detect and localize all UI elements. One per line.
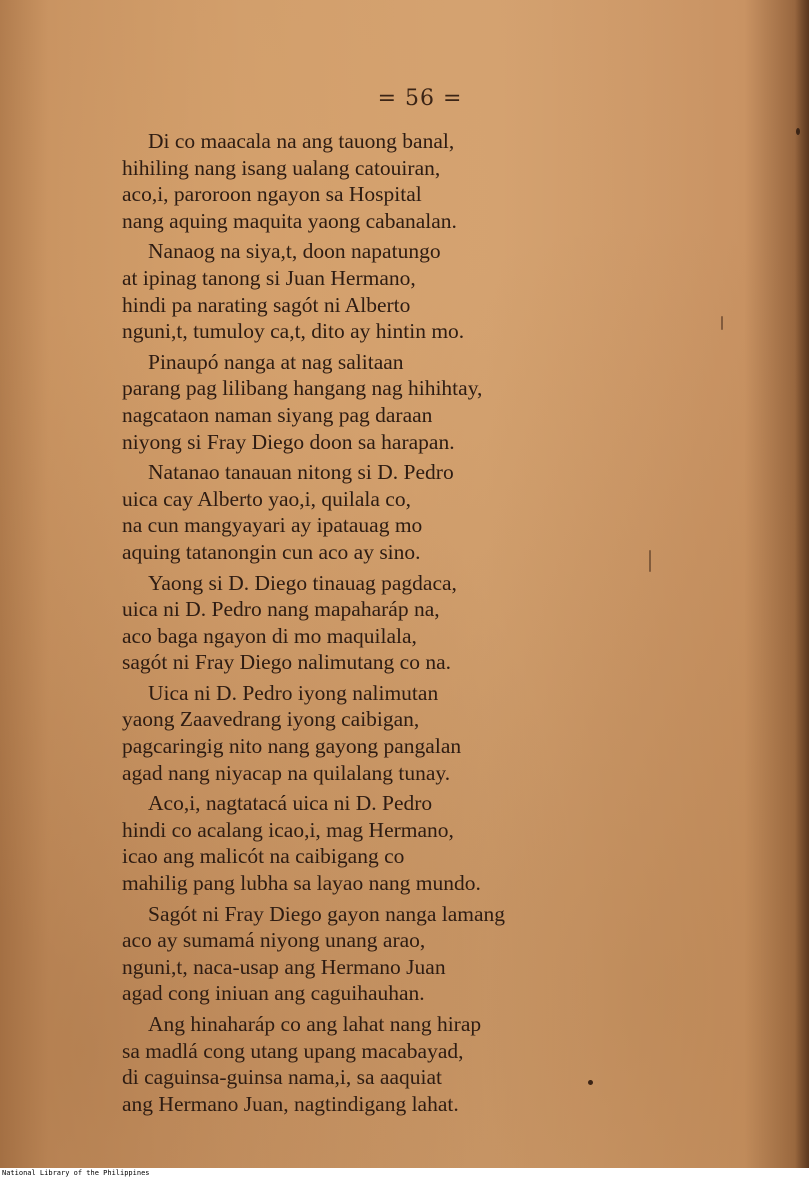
library-credit: National Library of the Philippines — [2, 1169, 150, 1177]
poem-line: aco baga ngayon di mo maquilala, — [122, 623, 417, 648]
poem-line: aco ay sumamá niyong unang arao, — [122, 928, 426, 953]
poem-line: sa madlá cong utang upang macabayad, — [122, 1038, 464, 1063]
poem-line: uica ni D. Pedro nang mapaharáp na, — [122, 597, 440, 622]
poem-line: uica cay Alberto yao,i, quilala co, — [122, 486, 411, 511]
poem-line: Pinaupó nanga at nag salitaan — [148, 349, 404, 374]
stanza-8 — [122, 901, 642, 1007]
poem-line: Sagót ni Fray Diego gayon nanga lamang — [148, 901, 506, 926]
poem-line: hihiling nang isang ualang catouiran, — [122, 155, 441, 180]
poem-line: parang pag lilibang hangang nag hihihtay, — [122, 376, 483, 401]
ink-spot — [649, 550, 651, 572]
poem-line: nguni,t, naca-usap ang Hermano Juan — [122, 954, 446, 979]
poem-line: Uica ni D. Pedro iyong nalimutan — [148, 680, 439, 705]
poem-line: ang Hermano Juan, nagtindigang lahat. — [122, 1091, 459, 1116]
stanza-3 — [122, 349, 642, 455]
poem-line: na cun mangyayari ay ipatauag mo — [122, 513, 423, 538]
poem-line: at ipinag tanong si Juan Hermano, — [122, 265, 416, 290]
poem-line: di caguinsa-guinsa nama,i, sa aaquiat — [122, 1065, 443, 1090]
poem-line: Yaong si D. Diego tinauag pagdaca, — [148, 570, 457, 595]
page-number: = 56 = — [377, 86, 463, 111]
page-spine-shadow — [795, 0, 809, 1168]
poem-line: niyong si Fray Diego doon sa harapan. — [122, 429, 455, 454]
stanza-4 — [122, 459, 642, 565]
ink-spot — [796, 128, 800, 135]
stanza-5 — [122, 570, 642, 676]
stanza-2 — [122, 238, 642, 344]
poem-text — [122, 128, 642, 1121]
stanza-9 — [122, 1011, 642, 1117]
poem-line: aquing tatanongin cun aco ay sino. — [122, 539, 421, 564]
ink-spot — [588, 1080, 593, 1085]
poem-line: Nanaog na siya,t, doon napatungo — [148, 239, 441, 264]
poem-line: agad cong iniuan ang caguihauhan. — [122, 981, 425, 1006]
poem-line: Natanao tanauan nitong si D. Pedro — [148, 460, 454, 485]
stanza-6 — [122, 680, 642, 786]
poem-line: icao ang malicót na caibigang co — [122, 844, 405, 869]
poem-line: yaong Zaavedrang iyong caibigan, — [122, 707, 420, 732]
poem-line: sagót ni Fray Diego nalimutang co na. — [122, 650, 451, 675]
poem-line: hindi co acalang icao,i, mag Hermano, — [122, 817, 454, 842]
poem-line: agad nang niyacap na quilalang tunay. — [122, 760, 451, 785]
poem-line: mahilig pang lubha sa layao nang mundo. — [122, 871, 481, 896]
poem-line: nang aquing maquita yaong cabanalan. — [122, 208, 457, 233]
ink-spot — [721, 316, 723, 330]
poem-line: Aco,i, nagtatacá uica ni D. Pedro — [148, 791, 433, 816]
poem-line: nagcataon naman siyang pag daraan — [122, 402, 433, 427]
stanza-7 — [122, 790, 642, 896]
poem-line: nguni,t, tumuloy ca,t, dito ay hintin mo. — [122, 319, 465, 344]
poem-line: Ang hinaharáp co ang lahat nang hirap — [148, 1012, 482, 1036]
stanza-1 — [122, 128, 642, 234]
poem-line: aco,i, paroroon ngayon sa Hospital — [122, 182, 422, 207]
poem-line: hindi pa narating sagót ni Alberto — [122, 292, 411, 317]
poem-line: pagcaringig nito nang gayong pangalan — [122, 734, 462, 759]
footer — [0, 1168, 809, 1178]
poem-line: Di co maacala na ang tauong banal, — [148, 129, 455, 153]
